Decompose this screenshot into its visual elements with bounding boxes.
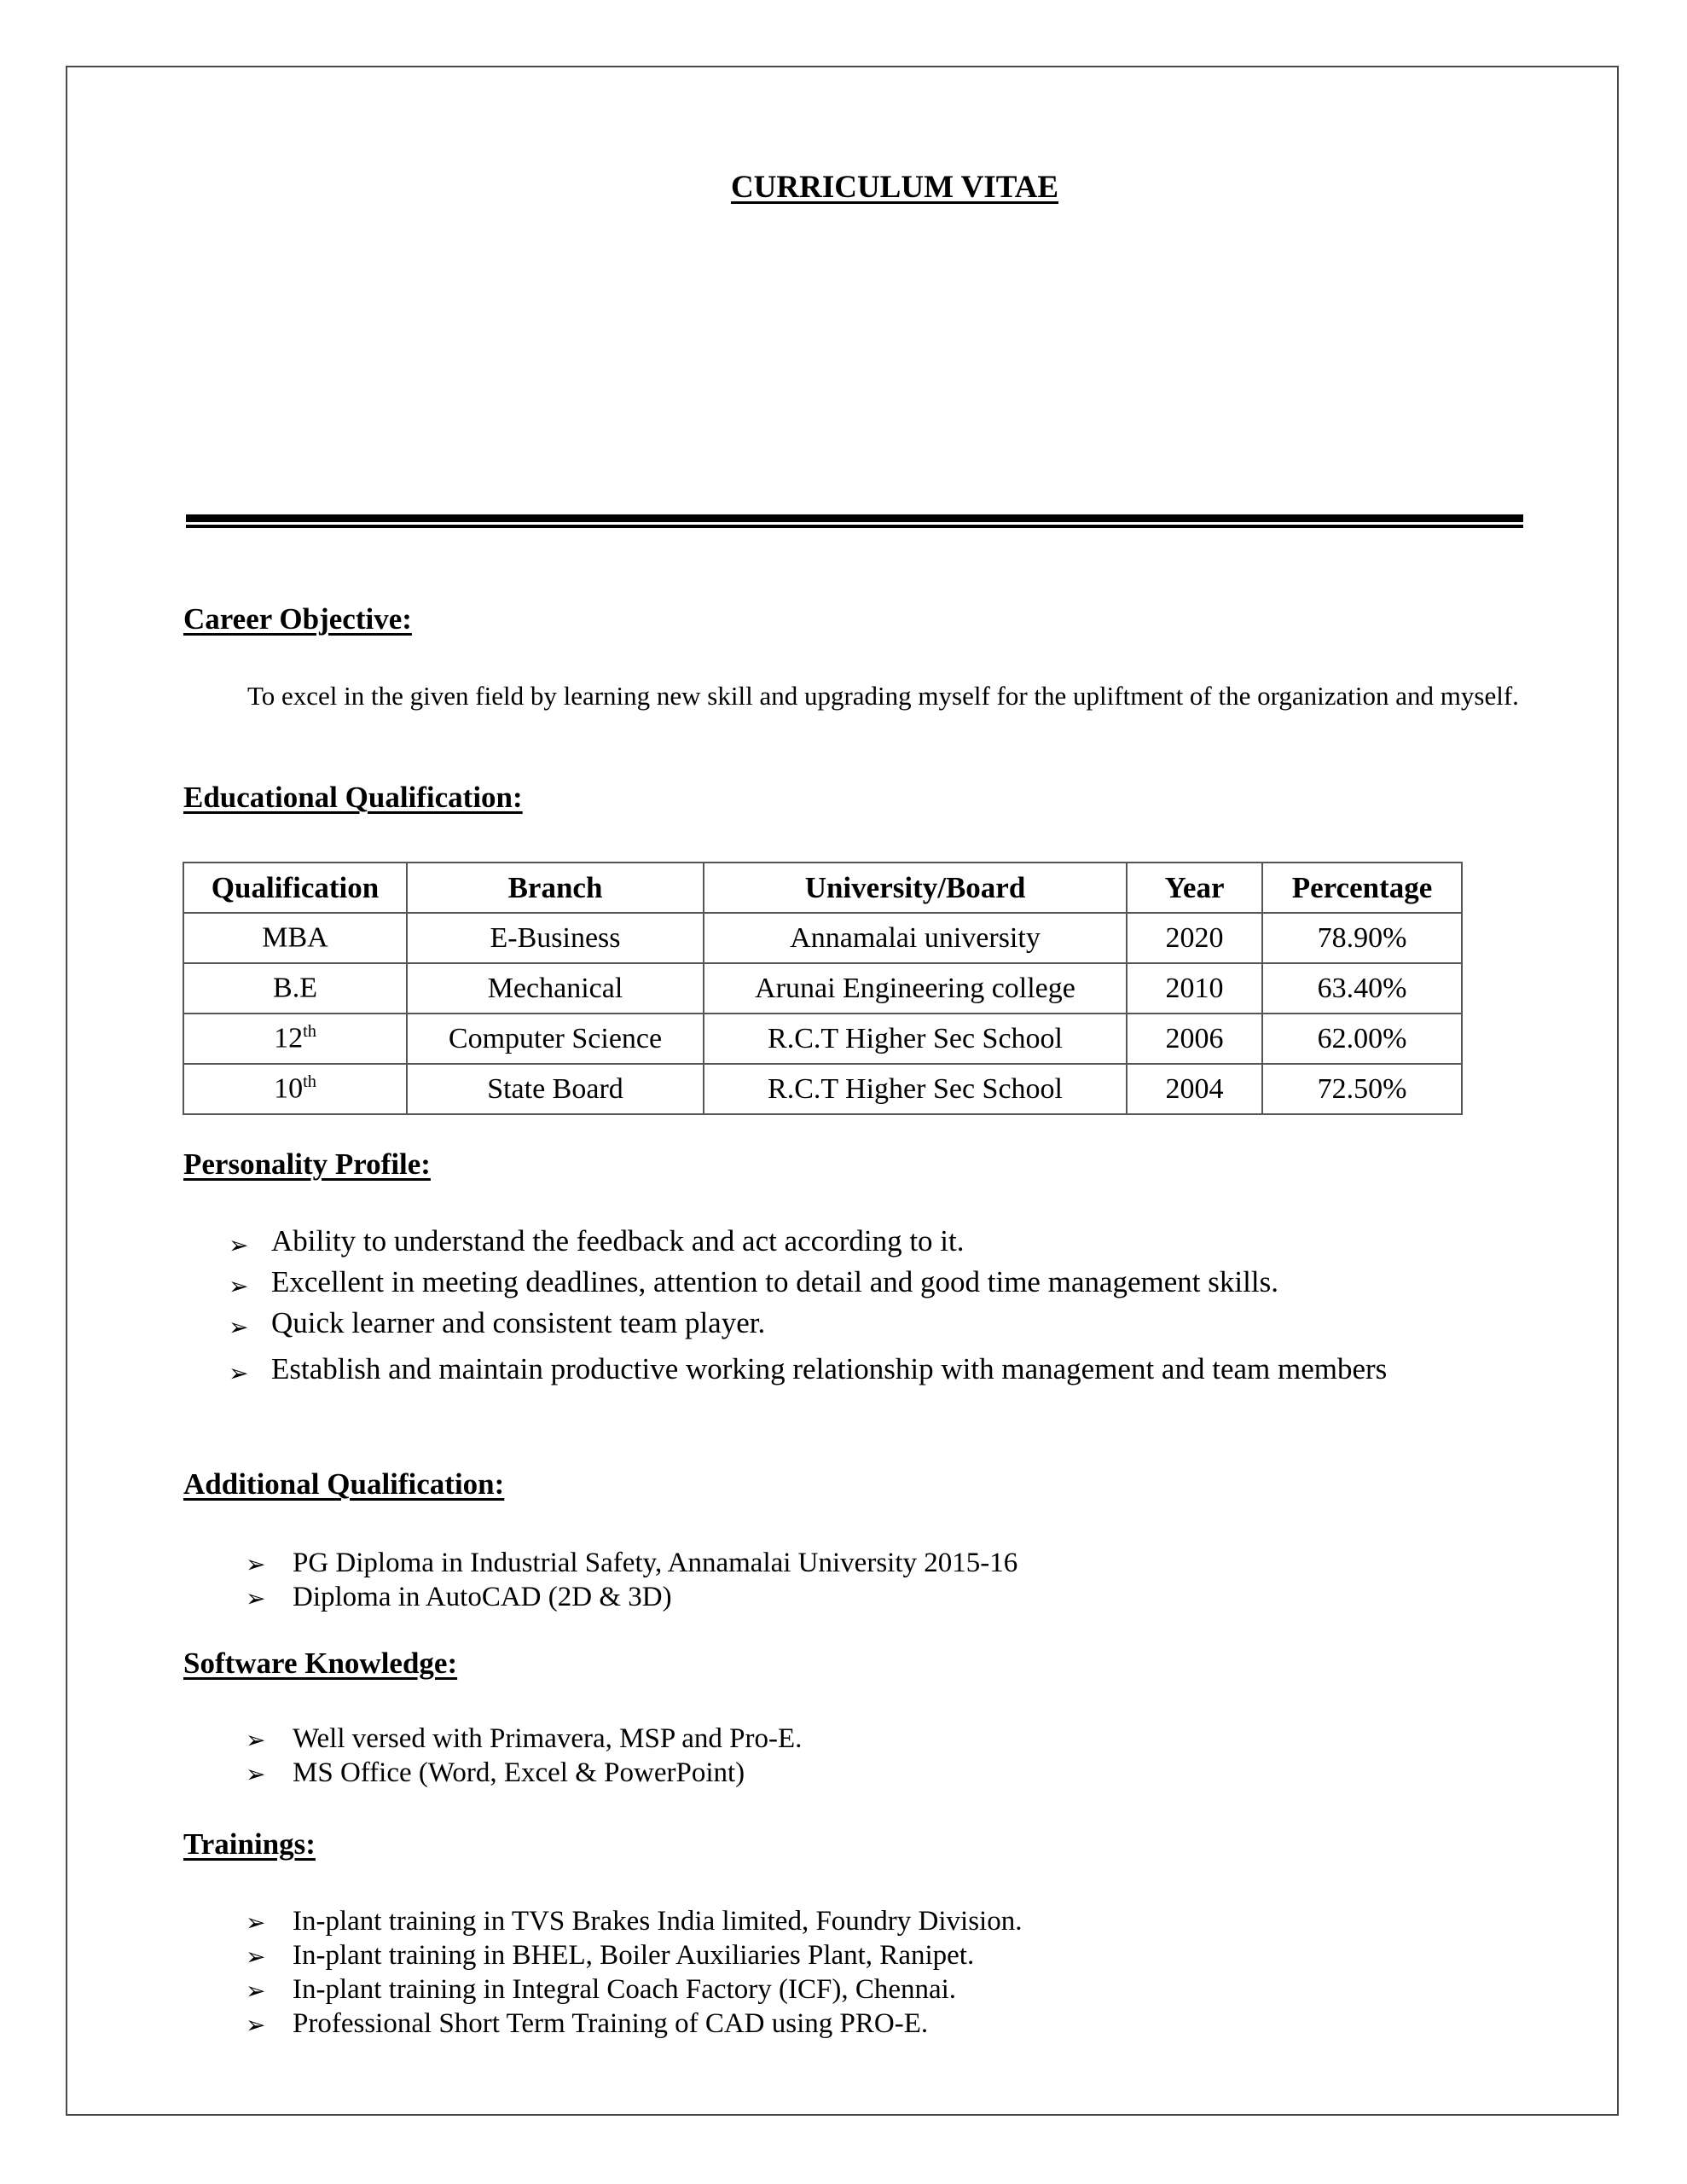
column-header-percentage: Percentage xyxy=(1262,863,1462,913)
cell-qualification xyxy=(183,913,407,963)
arrowhead-bullet-icon: ➢ xyxy=(246,1728,266,1754)
cell-qualification xyxy=(183,1014,407,1064)
additional-list-item xyxy=(246,1546,1529,1580)
trainings-list xyxy=(246,1904,1529,2041)
document-title: CURRICULUM VITAE xyxy=(730,170,1059,205)
header-divider-thin xyxy=(186,525,1523,528)
additional-list-item xyxy=(246,1580,1529,1614)
education-table xyxy=(183,862,1463,1115)
arrowhead-bullet-icon: ➢ xyxy=(246,1552,266,1578)
personality-list-item xyxy=(229,1303,1542,1344)
cell-university-text: R.C.T Higher Sec School xyxy=(768,1022,1063,1054)
software-heading: Software Knowledge: xyxy=(183,1647,458,1680)
cell-year-text: 2004 xyxy=(1165,1072,1224,1105)
cell-qualification-text: MBA xyxy=(262,921,328,954)
cell-university-text: R.C.T Higher Sec School xyxy=(768,1072,1063,1105)
header-divider-thick xyxy=(186,514,1523,522)
trainings-item-text: In-plant training in BHEL, Boiler Auxiliaries Plant, Ranipet. xyxy=(293,1940,975,1971)
cell-branch xyxy=(407,963,704,1014)
cell-percentage-text: 63.40% xyxy=(1317,972,1407,1004)
arrowhead-bullet-icon: ➢ xyxy=(246,1910,266,1937)
cell-percentage xyxy=(1262,963,1462,1014)
cell-qualification-text: 10 xyxy=(274,1072,304,1105)
cell-branch-text: State Board xyxy=(487,1072,623,1105)
education-table-header-row xyxy=(183,863,1462,913)
personality-item-text: Excellent in meeting deadlines, attention to detail and good time management skills. xyxy=(271,1265,1278,1298)
cell-percentage xyxy=(1262,1064,1462,1114)
cell-branch xyxy=(407,1064,704,1114)
education-table-row xyxy=(183,913,1462,963)
trainings-list-item xyxy=(246,1904,1529,1938)
personality-heading: Personality Profile: xyxy=(183,1147,431,1181)
personality-list-item xyxy=(229,1262,1542,1303)
column-header-university: University/Board xyxy=(704,863,1127,913)
additional-item-text: Diploma in AutoCAD (2D & 3D) xyxy=(293,1582,672,1612)
cell-branch xyxy=(407,913,704,963)
cell-university xyxy=(704,963,1127,1014)
additional-heading: Additional Qualification: xyxy=(183,1467,505,1501)
cell-year xyxy=(1127,963,1262,1014)
cell-percentage-text: 62.00% xyxy=(1317,1022,1407,1054)
arrowhead-bullet-icon: ➢ xyxy=(229,1274,249,1300)
cell-year-text: 2020 xyxy=(1165,921,1224,954)
trainings-heading: Trainings: xyxy=(183,1827,316,1861)
column-header-branch: Branch xyxy=(407,863,704,913)
software-list-item xyxy=(246,1756,1529,1790)
cell-year xyxy=(1127,1014,1262,1064)
cell-percentage-text: 72.50% xyxy=(1317,1072,1407,1105)
cell-university xyxy=(704,1014,1127,1064)
arrowhead-bullet-icon: ➢ xyxy=(246,1762,266,1788)
cell-qualification xyxy=(183,963,407,1014)
trainings-list-item xyxy=(246,2007,1529,2041)
additional-item-text: PG Diploma in Industrial Safety, Annamalai University 2015-16 xyxy=(293,1548,1018,1578)
arrowhead-bullet-icon: ➢ xyxy=(229,1361,249,1387)
cell-qualification-superscript: th xyxy=(303,1072,316,1092)
education-table-row xyxy=(183,1014,1462,1064)
cell-branch-text: E-Business xyxy=(490,921,621,954)
column-header-year: Year xyxy=(1127,863,1262,913)
arrowhead-bullet-icon: ➢ xyxy=(246,1944,266,1971)
cell-university xyxy=(704,913,1127,963)
trainings-list-item xyxy=(246,1972,1529,2007)
cell-year-text: 2010 xyxy=(1165,972,1224,1004)
education-table-row xyxy=(183,963,1462,1014)
cell-qualification-superscript: th xyxy=(303,1022,316,1042)
personality-item-text: Establish and maintain productive working relationship with management and team members xyxy=(271,1352,1388,1385)
personality-item-text: Ability to understand the feedback and act according to it. xyxy=(271,1224,965,1258)
cell-percentage xyxy=(1262,1014,1462,1064)
cell-qualification-text: 12 xyxy=(274,1022,304,1054)
cell-qualification xyxy=(183,1064,407,1114)
arrowhead-bullet-icon: ➢ xyxy=(246,1586,266,1612)
cell-qualification-text: B.E xyxy=(273,972,317,1004)
cell-percentage-text: 78.90% xyxy=(1317,921,1407,954)
trainings-list-item xyxy=(246,1938,1529,1972)
arrowhead-bullet-icon: ➢ xyxy=(229,1233,249,1259)
cell-branch-text: Computer Science xyxy=(448,1022,663,1054)
cell-university-text: Annamalai university xyxy=(790,921,1041,954)
cell-year-text: 2006 xyxy=(1165,1022,1224,1054)
career-objective-text xyxy=(183,678,1557,713)
software-item-text: MS Office (Word, Excel & PowerPoint) xyxy=(293,1757,745,1788)
education-heading: Educational Qualification: xyxy=(183,781,523,814)
personality-item-text: Quick learner and consistent team player. xyxy=(271,1306,766,1339)
cell-branch-text: Mechanical xyxy=(487,972,623,1004)
column-header-qualification: Qualification xyxy=(183,863,407,913)
additional-list xyxy=(246,1546,1529,1614)
career-objective-heading: Career Objective: xyxy=(183,602,412,636)
arrowhead-bullet-icon: ➢ xyxy=(246,1978,266,2005)
cell-year xyxy=(1127,913,1262,963)
arrowhead-bullet-icon: ➢ xyxy=(246,2013,266,2039)
cell-branch xyxy=(407,1014,704,1064)
cell-university xyxy=(704,1064,1127,1114)
software-list xyxy=(246,1722,1529,1790)
cell-percentage xyxy=(1262,913,1462,963)
education-table-row xyxy=(183,1064,1462,1114)
personality-list xyxy=(229,1221,1542,1390)
personality-list-item xyxy=(229,1349,1542,1390)
trainings-item-text: Professional Short Term Training of CAD using PRO-E. xyxy=(293,2008,929,2039)
arrowhead-bullet-icon: ➢ xyxy=(229,1315,249,1341)
career-objective-body: To excel in the given field by learning new skill and upgrading myself for the upliftment of the organization and myself. xyxy=(247,681,1519,711)
personality-list-item xyxy=(229,1221,1542,1262)
cell-university-text: Arunai Engineering college xyxy=(755,972,1075,1004)
trainings-item-text: In-plant training in TVS Brakes India limited, Foundry Division. xyxy=(293,1906,1023,1937)
trainings-item-text: In-plant training in Integral Coach Factory (ICF), Chennai. xyxy=(293,1974,957,2005)
software-item-text: Well versed with Primavera, MSP and Pro-E. xyxy=(293,1723,803,1754)
software-list-item xyxy=(246,1722,1529,1756)
cell-year xyxy=(1127,1064,1262,1114)
